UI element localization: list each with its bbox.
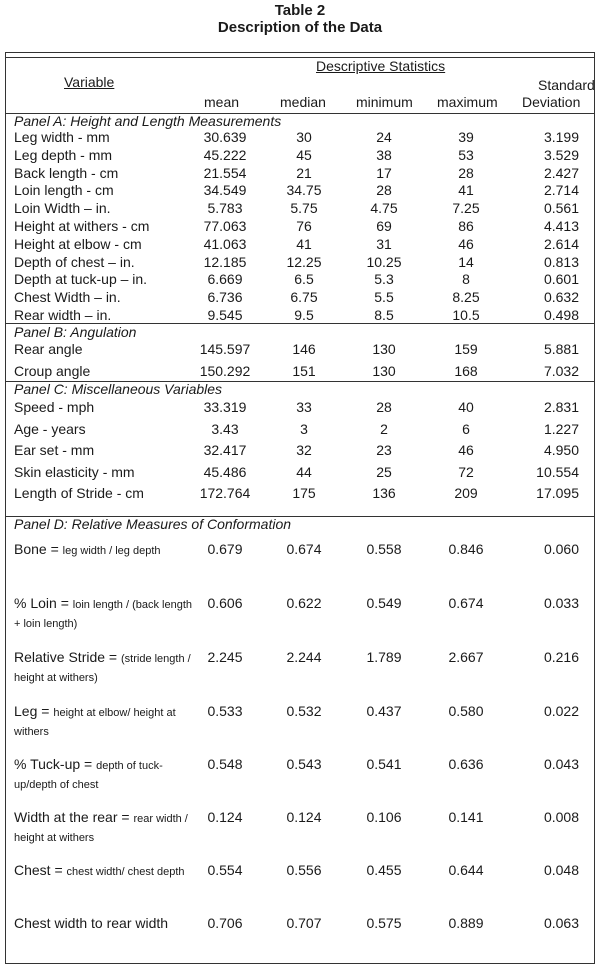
panel-c-row-median: 175 [292, 485, 316, 501]
panel-c-row-std-dev: 4.950 [543, 442, 579, 458]
panel-d-row-std-dev: 0.043 [543, 756, 579, 772]
panel-c-row-median: 33 [296, 399, 312, 415]
panel-d-row-median: 2.244 [286, 649, 322, 665]
measure-definition: loin length / (back length + loin length) [14, 599, 193, 630]
panel-a-row-maximum: 28 [458, 164, 474, 181]
panel-b-row-minimum: 130 [372, 341, 396, 357]
panel-d-row-maximum: 0.636 [448, 756, 484, 772]
panel-a-row-minimum: 5.5 [374, 289, 394, 306]
panel-c-row-label: Ear set - mm [14, 442, 95, 458]
panel-a-row-std-dev: 0.632 [543, 289, 579, 306]
panel-a-row-median: 6.5 [294, 271, 314, 288]
panel-a-row-std-dev: 3.199 [543, 129, 579, 145]
panel-c-row-label: Skin elasticity - mm [14, 463, 135, 480]
panel-d-row-median: 0.124 [286, 809, 322, 825]
table-title-block [0, 0, 600, 36]
panel-d-row-maximum: 0.644 [448, 862, 484, 878]
panel-b-row-median: 151 [292, 363, 316, 379]
panel-d-row-minimum: 0.541 [366, 756, 402, 772]
panel-d-row-mean: 0.124 [207, 809, 243, 825]
measure-name: Chest width to rear width [14, 915, 169, 931]
panel-d-row-mean: 0.533 [207, 703, 243, 719]
header-descriptive-statistics: Descriptive Statistics [316, 58, 446, 74]
panel-d-row-mean: 0.554 [207, 862, 243, 878]
panel-a-row-std-dev: 3.529 [543, 146, 579, 163]
panel-a-row-maximum: 86 [458, 218, 474, 234]
measure-definition: rear width / height at withers [14, 813, 188, 844]
measure-name: Width at the rear = [14, 809, 134, 825]
panel-c-title: Panel C: Miscellaneous Variables [14, 381, 223, 397]
panel-a-row-maximum: 14 [458, 253, 474, 270]
panel-a-row-minimum: 69 [376, 218, 392, 234]
table-number: Table 2 [274, 2, 326, 19]
panel-a-row-mean: 9.545 [207, 307, 243, 323]
panel-c-row-minimum: 2 [380, 420, 388, 437]
panel-d-row-mean: 0.606 [207, 595, 243, 611]
panel-a-row-mean: 6.669 [207, 271, 243, 288]
table-title: Description of the Data [217, 19, 383, 36]
panel-d-row-std-dev: 0.033 [543, 595, 579, 611]
panel-a-row-minimum: 5.3 [374, 271, 394, 288]
measure-name: Chest = [14, 862, 67, 878]
panel-a-row-label: Height at withers - cm [14, 218, 150, 234]
panel-a-row-label: Back length - cm [14, 164, 119, 181]
panel-c-row-mean: 32.417 [203, 442, 247, 458]
panel-d-row-minimum: 0.558 [366, 541, 402, 557]
panel-d-row-mean: 0.679 [207, 541, 243, 557]
panel-d-row-label [14, 541, 194, 560]
panel-c-row-maximum: 46 [458, 442, 474, 458]
panel-d-row-median: 0.674 [286, 541, 322, 557]
panel-c-row-std-dev: 10.554 [536, 463, 579, 480]
panel-d-row-minimum: 0.455 [366, 862, 402, 878]
panel-c-row-minimum: 28 [376, 399, 392, 415]
panel-a-row-label: Leg width - mm [14, 129, 110, 145]
panel-d-row-median: 0.556 [286, 862, 322, 878]
panel-a-row-mean: 12.185 [203, 253, 247, 270]
header-median: median [280, 94, 326, 110]
panel-d-row-std-dev: 0.060 [543, 541, 579, 557]
panel-a-row-minimum: 38 [376, 146, 392, 163]
panel-a-row-maximum: 10.5 [452, 307, 480, 323]
panel-a-row-label: Depth at tuck-up – in. [14, 271, 148, 288]
panel-b-title: Panel B: Angulation [14, 324, 137, 340]
measure-name: Bone = [14, 541, 63, 557]
panel-c-row-mean: 33.319 [203, 399, 247, 415]
panel-c-row-median: 44 [296, 463, 312, 480]
panel-d-row-label [14, 915, 194, 932]
measure-definition: height at elbow/ height at withers [14, 707, 176, 738]
header-minimum: minimum [356, 94, 413, 110]
panel-a-title: Panel A: Height and Length Measurements [14, 113, 282, 129]
panel-d-row-minimum: 1.789 [366, 649, 402, 665]
panel-a-row-median: 21 [296, 164, 312, 181]
measure-definition: (stride length / height at withers) [14, 653, 191, 684]
panel-d-row-minimum: 0.549 [366, 595, 402, 611]
panel-a-row-median: 12.25 [286, 253, 322, 270]
panel-c-row-mean: 172.764 [199, 485, 251, 501]
panel-a-row-label: Leg depth - mm [14, 146, 113, 163]
panel-d-row-label [14, 703, 194, 741]
panel-c-row-minimum: 23 [376, 442, 392, 458]
panel-d-row-median: 0.532 [286, 703, 322, 719]
panel-d-row-mean: 2.245 [207, 649, 243, 665]
panel-a-row-minimum: 8.5 [374, 307, 394, 323]
panel-d-row-maximum: 2.667 [448, 649, 484, 665]
panel-a-row-maximum: 8 [462, 271, 470, 288]
panel-c-row-mean: 3.43 [211, 420, 239, 437]
panel-d-row-mean: 0.548 [207, 756, 243, 772]
measure-name: Leg = [14, 703, 54, 719]
panel-a-row-std-dev: 0.498 [543, 307, 579, 323]
panel-a-row-std-dev: 2.614 [543, 235, 579, 252]
panel-c-row-maximum: 209 [454, 485, 478, 501]
panel-a-row-minimum: 28 [376, 182, 392, 199]
panel-b-row-label: Rear angle [14, 341, 83, 357]
panel-d-row-std-dev: 0.048 [543, 862, 579, 878]
measure-definition: depth of tuck-up/depth of chest [14, 760, 163, 791]
panel-a-row-mean: 34.549 [203, 182, 247, 199]
panel-c-row-maximum: 6 [462, 420, 470, 437]
panel-b-row-std-dev: 7.032 [543, 363, 579, 379]
panel-b-row-mean: 145.597 [199, 341, 251, 357]
panel-a-row-mean: 5.783 [207, 200, 243, 217]
panel-a-row-label: Loin length - cm [14, 182, 114, 199]
panel-a-row-std-dev: 0.813 [543, 253, 579, 270]
panel-d-row-std-dev: 0.008 [543, 809, 579, 825]
panel-d-row-label [14, 756, 194, 794]
panel-a-row-label: Loin Width – in. [14, 200, 111, 217]
panel-a-row-median: 30 [296, 129, 312, 145]
panel-a-row-maximum: 7.25 [452, 200, 480, 217]
panel-a-row-std-dev: 2.714 [543, 182, 579, 199]
measure-name: % Tuck-up = [14, 756, 97, 772]
top-double-rule [6, 53, 594, 58]
panel-d-row-median: 0.707 [286, 915, 322, 931]
panel-a-row-maximum: 39 [458, 129, 474, 145]
panel-d-row-std-dev: 0.216 [543, 649, 579, 665]
header-variable: Variable [64, 74, 115, 90]
panel-d-row-maximum: 0.889 [448, 915, 484, 931]
panel-c-row-std-dev: 17.095 [536, 485, 579, 501]
panel-b-row-median: 146 [292, 341, 316, 357]
panel-d-row-label [14, 862, 194, 881]
panel-d-row-minimum: 0.106 [366, 809, 402, 825]
panel-b-row-mean: 150.292 [199, 363, 251, 379]
panel-c-row-mean: 45.486 [203, 463, 247, 480]
panel-c-row-std-dev: 1.227 [543, 420, 579, 437]
panel-a-row-median: 34.75 [286, 182, 322, 199]
panel-c-row-label: Length of Stride - cm [14, 485, 144, 501]
panel-c-row-maximum: 72 [458, 463, 474, 480]
panel-a-row-label: Depth of chest – in. [14, 253, 135, 270]
panel-a-row-minimum: 31 [376, 235, 392, 252]
panel-a-row-minimum: 10.25 [366, 253, 402, 270]
panel-a-row-maximum: 41 [458, 182, 474, 199]
panel-d-row-median: 0.622 [286, 595, 322, 611]
panel-c-row-maximum: 40 [458, 399, 474, 415]
measure-name: Relative Stride = [14, 649, 121, 665]
panel-a-row-maximum: 46 [458, 235, 474, 252]
panel-a-row-minimum: 4.75 [370, 200, 398, 217]
data-table [5, 52, 595, 964]
panel-a-row-median: 5.75 [290, 200, 318, 217]
header-standard: Standard [538, 77, 595, 93]
header-maximum: maximum [437, 94, 498, 110]
panel-a-row-mean: 41.063 [203, 235, 247, 252]
panel-a-row-median: 9.5 [294, 307, 314, 323]
panel-c-row-median: 32 [296, 442, 312, 458]
panel-c-row-minimum: 136 [372, 485, 396, 501]
panel-d-row-minimum: 0.575 [366, 915, 402, 931]
panel-d-row-minimum: 0.437 [366, 703, 402, 719]
panel-b-row-label: Croup angle [14, 363, 91, 379]
panel-a-row-mean: 45.222 [203, 146, 247, 163]
panel-d-row-mean: 0.706 [207, 915, 243, 931]
measure-definition: chest width/ chest depth [66, 866, 185, 878]
panel-a-row-std-dev: 2.427 [543, 164, 579, 181]
panel-d-row-maximum: 0.674 [448, 595, 484, 611]
panel-a-row-maximum: 8.25 [452, 289, 480, 306]
panel-d-row-std-dev: 0.063 [543, 915, 579, 931]
panel-c-row-median: 3 [300, 420, 308, 437]
panel-d-title: Panel D: Relative Measures of Conformation [14, 516, 292, 532]
header-mean: mean [204, 94, 240, 110]
panel-a-row-label: Chest Width – in. [14, 289, 121, 306]
measure-name: % Loin = [14, 595, 73, 611]
panel-d-row-label [14, 595, 194, 633]
panel-d-row-maximum: 0.846 [448, 541, 484, 557]
panel-a-row-std-dev: 0.561 [543, 200, 579, 217]
panel-d-row-median: 0.543 [286, 756, 322, 772]
panel-d-row-maximum: 0.580 [448, 703, 484, 719]
panel-a-row-maximum: 53 [458, 146, 474, 163]
panel-c-row-minimum: 25 [376, 463, 392, 480]
panel-a-row-label: Height at elbow - cm [14, 235, 142, 252]
panel-c-row-label: Age - years [14, 420, 86, 437]
panel-a-row-median: 45 [296, 146, 312, 163]
panel-b-row-std-dev: 5.881 [543, 341, 579, 357]
panel-a-row-std-dev: 0.601 [543, 271, 579, 288]
panel-a-row-mean: 30.639 [203, 129, 247, 145]
measure-definition: leg width / leg depth [62, 545, 161, 557]
panel-d-row-label [14, 649, 194, 687]
panel-b-row-maximum: 159 [454, 341, 478, 357]
panel-a-row-mean: 21.554 [203, 164, 247, 181]
header-deviation: Deviation [522, 94, 581, 110]
panel-a-row-median: 6.75 [290, 289, 318, 306]
panel-a-row-minimum: 24 [376, 129, 392, 145]
panel-a-row-mean: 77.063 [203, 218, 247, 234]
panel-a-row-mean: 6.736 [207, 289, 243, 306]
panel-a-row-median: 76 [296, 218, 312, 234]
panel-c-row-label: Speed - mph [14, 399, 95, 415]
panel-a-row-median: 41 [296, 235, 312, 252]
panel-d-row-label [14, 809, 194, 847]
panel-a-row-label: Rear width – in. [14, 307, 112, 323]
panel-c-row-std-dev: 2.831 [543, 399, 579, 415]
panel-b-row-maximum: 168 [454, 363, 478, 379]
panel-a-row-minimum: 17 [376, 164, 392, 181]
panel-b-row-minimum: 130 [372, 363, 396, 379]
panel-d-row-std-dev: 0.022 [543, 703, 579, 719]
panel-a-row-std-dev: 4.413 [543, 218, 579, 234]
panel-d-row-maximum: 0.141 [448, 809, 484, 825]
